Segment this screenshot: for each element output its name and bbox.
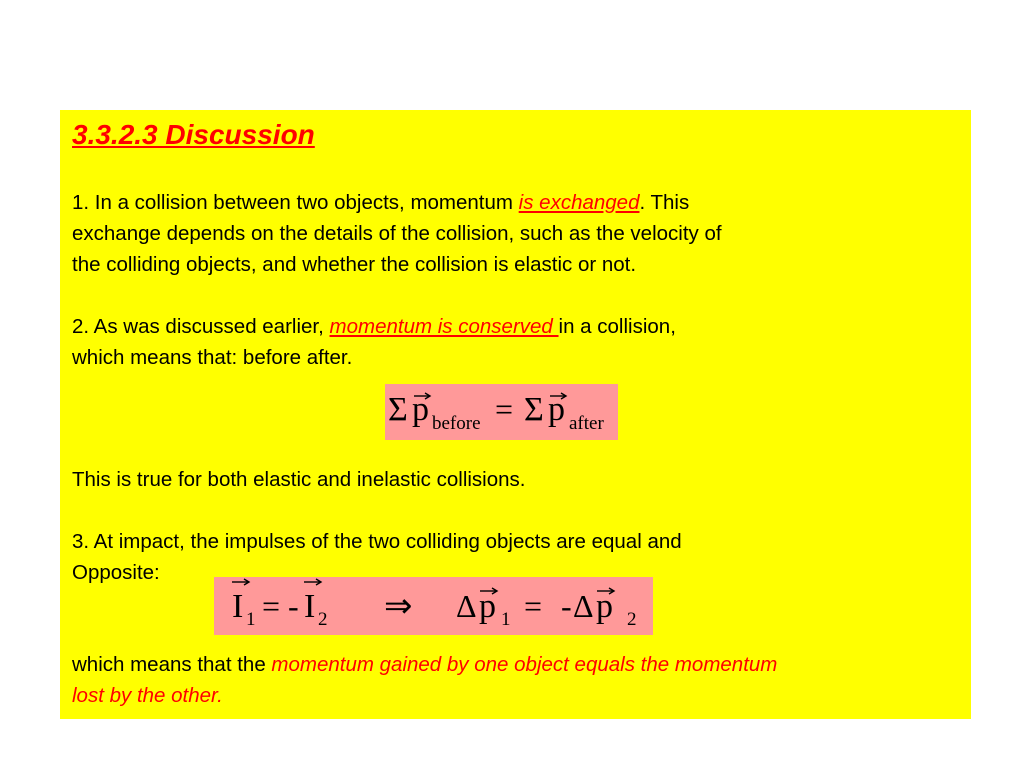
eq2-delta-1: Δ	[456, 588, 477, 624]
eq2-sub1-left: 1	[246, 609, 256, 630]
eq2-minus-1: -	[288, 588, 299, 624]
slide-title: 3.3.2.3 Discussion	[72, 119, 315, 150]
para2-highlight: momentum is conserved	[329, 315, 559, 338]
eq1-equals: =	[495, 391, 514, 427]
para3: This is true for both elastic and inelastic collisions.	[72, 468, 526, 491]
para2-text: 2. As was discussed earlier,	[72, 315, 330, 338]
para1-line1	[72, 187, 689, 218]
para1-line3: the colliding objects, and whether the collision is elastic or not.	[72, 253, 637, 276]
eq2-vector-arrow-I2	[304, 579, 321, 585]
equation1-svg	[385, 384, 618, 440]
eq1-p-right: p	[548, 391, 565, 428]
impulse-equation	[214, 577, 653, 635]
eq2-delta-2: Δ	[573, 588, 594, 624]
eq1-p-left: p	[412, 391, 429, 428]
momentum-conservation-equation	[385, 384, 618, 440]
para5-line2: lost by the other.	[72, 684, 223, 707]
eq2-I1: I	[232, 588, 244, 625]
eq2-equals-2: =	[524, 588, 543, 624]
eq1-sigma-right: Σ	[524, 391, 544, 428]
para1-highlight: is exchanged	[518, 191, 640, 214]
para2-line1	[72, 311, 676, 342]
equation2-svg	[214, 577, 653, 635]
para5-line1	[72, 649, 777, 680]
para4-line2: Opposite:	[72, 561, 160, 584]
eq2-p2: p	[596, 588, 613, 625]
para1-text: 1. In a collision between two objects, momentum	[72, 191, 519, 214]
eq2-equals-1: =	[262, 588, 281, 624]
para5-text: which means that the	[72, 653, 272, 676]
eq2-sub2-left: 2	[318, 609, 328, 630]
para2-line2: which means that: before after.	[72, 346, 353, 369]
eq2-I2: I	[304, 588, 316, 625]
eq2-vector-arrow-I1	[232, 579, 249, 585]
eq2-implies: ⇒	[384, 588, 413, 625]
eq1-sub-after: after	[569, 413, 604, 434]
eq1-sub-before: before	[432, 413, 481, 434]
eq2-minus-2: -	[561, 588, 572, 624]
eq2-sub2-right: 2	[627, 609, 637, 630]
para1-text-end: . This	[639, 191, 690, 214]
para2-text-end: in a collision,	[558, 315, 676, 338]
para5-highlight1: momentum gained by one object equals the momentum	[271, 653, 778, 676]
para4-line1: 3. At impact, the impulses of the two colliding objects are equal and	[72, 530, 682, 553]
para1-line2: exchange depends on the details of the collision, such as the velocity of	[72, 222, 722, 245]
eq2-p1: p	[479, 588, 496, 625]
eq1-sigma-left: Σ	[388, 391, 408, 428]
eq2-sub1-right: 1	[501, 609, 511, 630]
